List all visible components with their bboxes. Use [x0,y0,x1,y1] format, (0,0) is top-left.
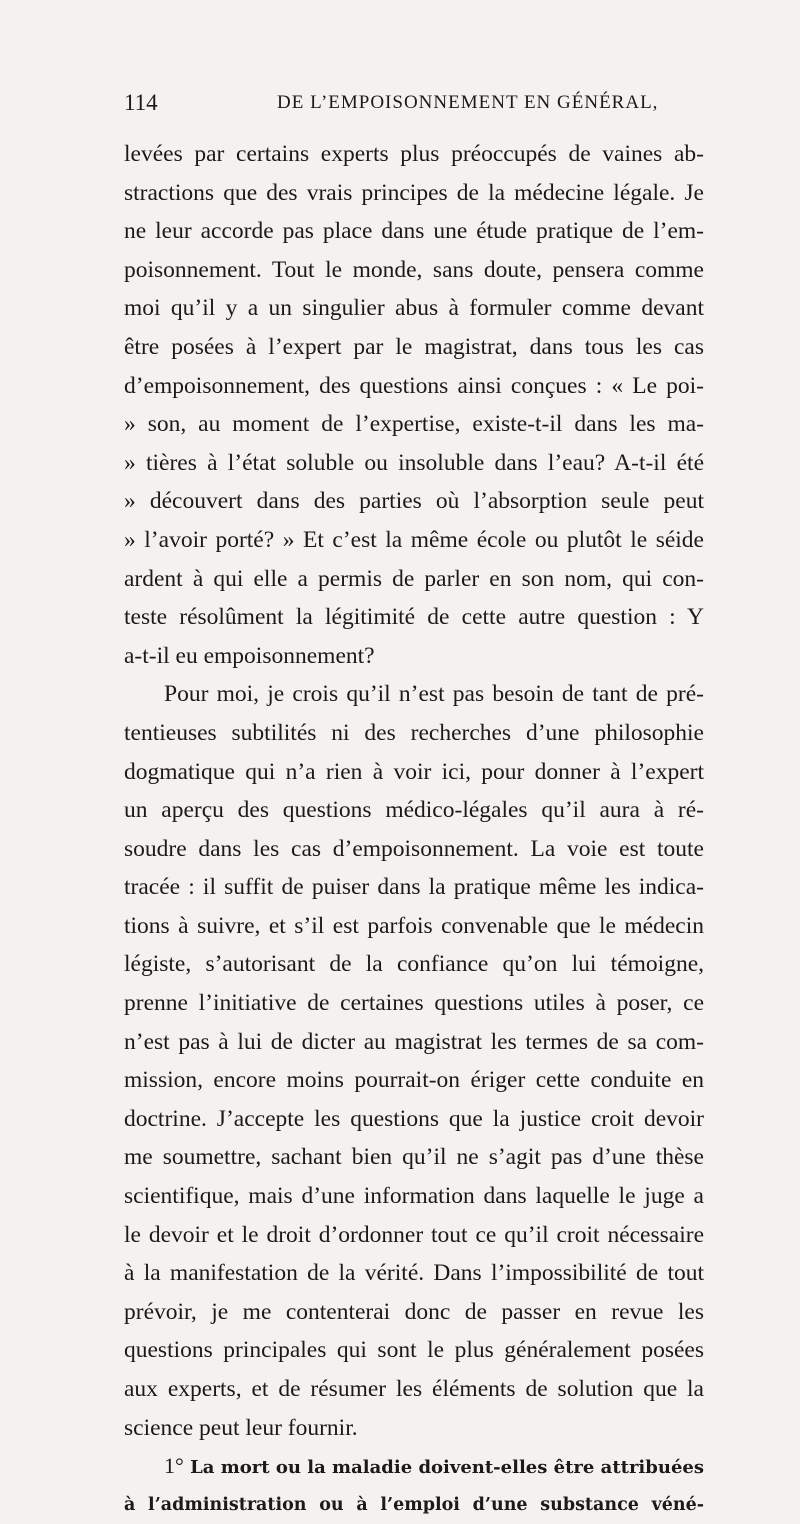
text-line: scientifique, mais d’une information dans laquelle le juge a [124,1183,704,1210]
text-line: aux experts, et de résumer les éléments de solution que la [124,1376,704,1402]
page-number: 114 [124,90,158,115]
text-line: questions principales qui sont le plus généralement posées [124,1337,704,1364]
text-line: dogmatique qui n’a rien à voir ici, pour donner à l’expert [124,758,704,785]
body-text [124,135,704,1524]
text-line: a-t-il eu empoisonnement? [124,642,375,669]
text-line: » son, au moment de l’expertise, existe-t-il dans les ma- [124,411,704,438]
text-line: stractions que des vrais principes de la médecine légale. Je [124,179,704,206]
text-line: me soumettre, sachant bien qu’il ne s’agit pas d’une thèse [124,1144,704,1171]
running-title: DE L’EMPOISONNEMENT EN GÉNÉRAL, [277,92,659,113]
text-line: moi qu’il y a un singulier abus à formuler comme devant [124,295,704,322]
text-line: ardent à qui elle a permis de parler en son nom, qui con- [124,565,704,592]
text-line: prenne l’initiative de certaines questions utiles à poser, ce [124,990,704,1017]
text-line: être posées à l’expert par le magistrat, dans tous les cas [124,333,704,360]
text-line: à la manifestation de la vérité. Dans l’impossibilité de tout [124,1260,704,1287]
text-line: poisonnement. Tout le monde, sans doute, pensera comme [124,256,704,283]
text-line: un aperçu des questions médico-légales qu’il aura à ré- [124,797,704,824]
section-heading-text: La mort ou la maladie doivent-elles être attribuées [190,1457,704,1479]
text-line: n’est pas à lui de dicter au magistrat les termes de sa com- [124,1028,704,1055]
running-head [124,90,700,124]
section-heading-line [124,1447,704,1486]
text-line: d’empoisonnement, des questions ainsi conçues : « Le poi- [124,372,704,399]
text-line: teste résolûment la légitimité de cette autre question : Y [124,604,704,631]
text-line: » tières à l’état soluble ou insoluble dans l’eau? A-t-il été [124,449,704,476]
text-line: mission, encore moins pourrait-on ériger cette conduite en [124,1067,704,1094]
text-line: Pour moi, je crois qu’il n’est pas besoin de tant de pré- [164,681,704,708]
text-line: » l’avoir porté? » Et c’est la même école ou plutôt le séide [124,526,704,553]
text-line: légiste, s’autorisant de la confiance qu’on lui témoigne, [124,951,704,978]
text-line: soudre dans les cas d’empoisonnement. La voie est toute [124,835,704,862]
text-line: doctrine. J’accepte les questions que la justice croit devoir [124,1105,704,1132]
text-line: » découvert dans des parties où l’absorption seule peut [124,488,704,515]
text-line: le devoir et le droit d’ordonner tout ce qu’il croit nécessaire [124,1221,704,1248]
text-line: levées par certains experts plus préoccupés de vaines ab- [124,141,704,167]
text-line: science peut leur fournir. [124,1414,358,1441]
section-heading-line: à l’administration ou à l’emploi d’une substance véné- [124,1494,704,1515]
text-line: tentieuses subtilités ni des recherches d’une philosophie [124,719,704,746]
text-line: tracée : il suffit de puiser dans la pratique même les indica- [124,874,704,901]
text-line: prévoir, je me contenterai donc de passer en revue les [124,1298,704,1325]
text-line: tions à suivre, et s’il est parfois convenable que le médecin [124,912,704,939]
text-line: ne leur accorde pas place dans une étude pratique de l’em- [124,218,704,245]
section-number: 1° [164,1453,184,1479]
